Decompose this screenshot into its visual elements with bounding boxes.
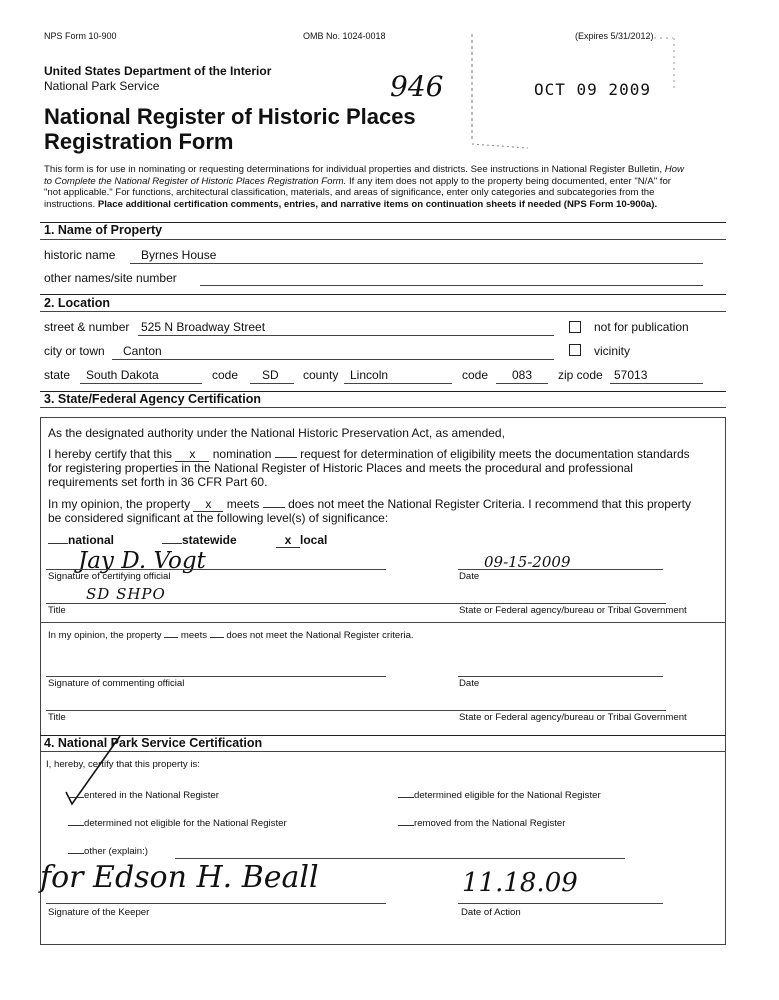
opinion-text-c: does not meet the National Register Criteria. I recommend that this property xyxy=(284,497,691,511)
option-removed[interactable] xyxy=(398,818,565,829)
certifying-agency-label: State or Federal agency/bureau or Tribal Government xyxy=(459,605,687,616)
instructions-bulletin-title-a: How xyxy=(664,164,684,175)
level-local-mark: x xyxy=(276,533,300,548)
certifying-official-signature[interactable]: Jay D. Vogt xyxy=(78,548,206,574)
comment-opinion-c: does not meet the National Register criteria. xyxy=(223,630,414,641)
option-entered-label: entered in the National Register xyxy=(84,790,219,801)
level-local[interactable] xyxy=(276,533,327,548)
vicinity-label: vicinity xyxy=(594,344,631,358)
state-value[interactable]: South Dakota xyxy=(86,368,159,382)
instructions-bulletin-title-b: to Complete the National Register of Historic Places Registration Form. xyxy=(44,175,347,187)
state-code-value[interactable]: SD xyxy=(262,368,279,382)
not-for-publication-label: not for publication xyxy=(594,320,689,334)
commenting-date-label: Date xyxy=(459,678,480,689)
certification-date-label: Date xyxy=(459,571,480,582)
city-label: city or town xyxy=(44,344,105,358)
level-statewide-label: statewide xyxy=(182,533,237,547)
instructions-line2: If any item does not apply to the property being documented, enter "N/A" for xyxy=(346,175,671,187)
option-determined-eligible-label: determined eligible for the National Register xyxy=(414,790,601,801)
county-value[interactable]: Lincoln xyxy=(350,368,389,382)
state-label: state xyxy=(44,368,71,382)
option-not-eligible-label: determined not eligible for the National Register xyxy=(84,818,287,829)
certification-date-value[interactable]: 09-15-2009 xyxy=(484,553,571,571)
action-date-label: Date of Action xyxy=(461,907,521,918)
certification-statement xyxy=(48,447,690,462)
opinion-text-a: In my opinion, the property xyxy=(48,497,194,511)
not-for-publication-checkbox[interactable] xyxy=(569,321,581,333)
nomination-mark[interactable]: x xyxy=(175,447,209,462)
zip-value[interactable]: 57013 xyxy=(614,368,648,382)
comment-not-meet-mark[interactable] xyxy=(210,637,224,638)
option-not-eligible[interactable] xyxy=(68,818,287,829)
nps-certification-intro: I, hereby, certify that this property is: xyxy=(46,759,200,770)
form-title-line2: Registration Form xyxy=(44,129,234,154)
request-mark[interactable] xyxy=(275,457,297,458)
county-label: county xyxy=(303,368,339,382)
commenting-signature-label: Signature of commenting official xyxy=(48,678,185,689)
does-not-meet-mark[interactable] xyxy=(263,507,285,508)
meets-mark[interactable]: x xyxy=(193,497,223,512)
commenting-agency-label: State or Federal agency/bureau or Tribal Government xyxy=(459,712,687,723)
certifying-title-label: Title xyxy=(48,605,66,616)
opinion-statement xyxy=(48,497,691,512)
city-value[interactable]: Canton xyxy=(123,344,162,358)
cert-line2: for registering properties in the National Register of Historic Places and meets the procedural and professional xyxy=(48,461,633,475)
level-national[interactable] xyxy=(48,533,114,547)
form-number: NPS Form 10-900 xyxy=(44,31,117,41)
comment-meets-mark[interactable] xyxy=(164,637,178,638)
street-label: street & number xyxy=(44,320,130,334)
option-removed-label: removed from the National Register xyxy=(414,818,566,829)
vicinity-checkbox[interactable] xyxy=(569,344,581,356)
handwritten-reference-number: 946 xyxy=(390,70,444,103)
agency-department: United States Department of the Interior xyxy=(44,64,272,78)
action-date-value[interactable]: 11.18.09 xyxy=(462,868,578,898)
section1-heading: 1. Name of Property xyxy=(44,223,163,237)
option-other[interactable] xyxy=(68,846,148,857)
option-determined-eligible[interactable] xyxy=(398,790,601,801)
cert-line3: requirements set forth in 36 CFR Part 60. xyxy=(48,475,268,489)
section3-heading: 3. State/Federal Agency Certification xyxy=(44,392,261,406)
level-local-label: local xyxy=(300,533,328,547)
opinion-text-b: meets xyxy=(223,497,263,511)
option-other-label: other (explain:) xyxy=(84,846,148,857)
zip-label: zip code xyxy=(558,368,603,382)
stamp-date: OCT 09 2009 xyxy=(534,80,651,99)
commenting-title-label: Title xyxy=(48,712,66,723)
certifying-title-value[interactable]: SD SHPO xyxy=(86,585,166,603)
level-national-label: national xyxy=(68,533,115,547)
other-names-label: other names/site number xyxy=(44,271,177,285)
instructions-line1: This form is for use in nominating or requesting determinations for individual properties and districts. See instructions in National Register Bulletin, xyxy=(44,164,665,175)
section4-heading: 4. National Park Service Certification xyxy=(44,736,263,750)
comment-opinion-a: In my opinion, the property xyxy=(48,630,165,641)
cert-text-b: nomination xyxy=(209,447,275,461)
instructions-line3: "not applicable." For functions, architectural classification, materials, and areas of significance, enter only categories and subcategories from the xyxy=(44,187,655,198)
keeper-signature-label: Signature of the Keeper xyxy=(48,907,150,918)
cert-text-a: I hereby certify that this xyxy=(48,447,176,461)
historic-name-value[interactable]: Byrnes House xyxy=(141,248,217,262)
option-entered[interactable] xyxy=(68,790,219,801)
opinion-line2: be considered significant at the following level(s) of significance: xyxy=(48,511,389,525)
form-instructions xyxy=(44,164,744,210)
street-value[interactable]: 525 N Broadway Street xyxy=(141,320,266,334)
cert-text-c: request for determination of eligibility meets the documentation standards xyxy=(296,447,690,461)
section2-heading: 2. Location xyxy=(44,296,110,310)
comment-opinion-b: meets xyxy=(178,630,210,641)
state-code-label: code xyxy=(212,368,239,382)
keeper-signature[interactable]: for Edson H. Beall xyxy=(40,860,319,895)
historic-name-label: historic name xyxy=(44,248,116,262)
county-code-label: code xyxy=(462,368,489,382)
comment-opinion-statement xyxy=(48,630,414,641)
instructions-line4b: Place additional certification comments, entries, and narrative items on continuation sheets if needed (NPS Form 10-900a). xyxy=(97,198,658,210)
agency-service: National Park Service xyxy=(44,79,160,93)
certifying-signature-label: Signature of certifying official xyxy=(48,571,171,582)
expiration-date: (Expires 5/31/2012) xyxy=(575,31,654,41)
received-stamp xyxy=(468,32,678,150)
level-statewide[interactable] xyxy=(162,533,237,547)
omb-number: OMB No. 1024-0018 xyxy=(303,31,386,41)
certification-authority: As the designated authority under the National Historic Preservation Act, as amended, xyxy=(48,426,505,440)
form-title-line1: National Register of Historic Places xyxy=(44,104,416,129)
county-code-value[interactable]: 083 xyxy=(512,368,533,382)
instructions-line4a: instructions. xyxy=(44,198,98,210)
